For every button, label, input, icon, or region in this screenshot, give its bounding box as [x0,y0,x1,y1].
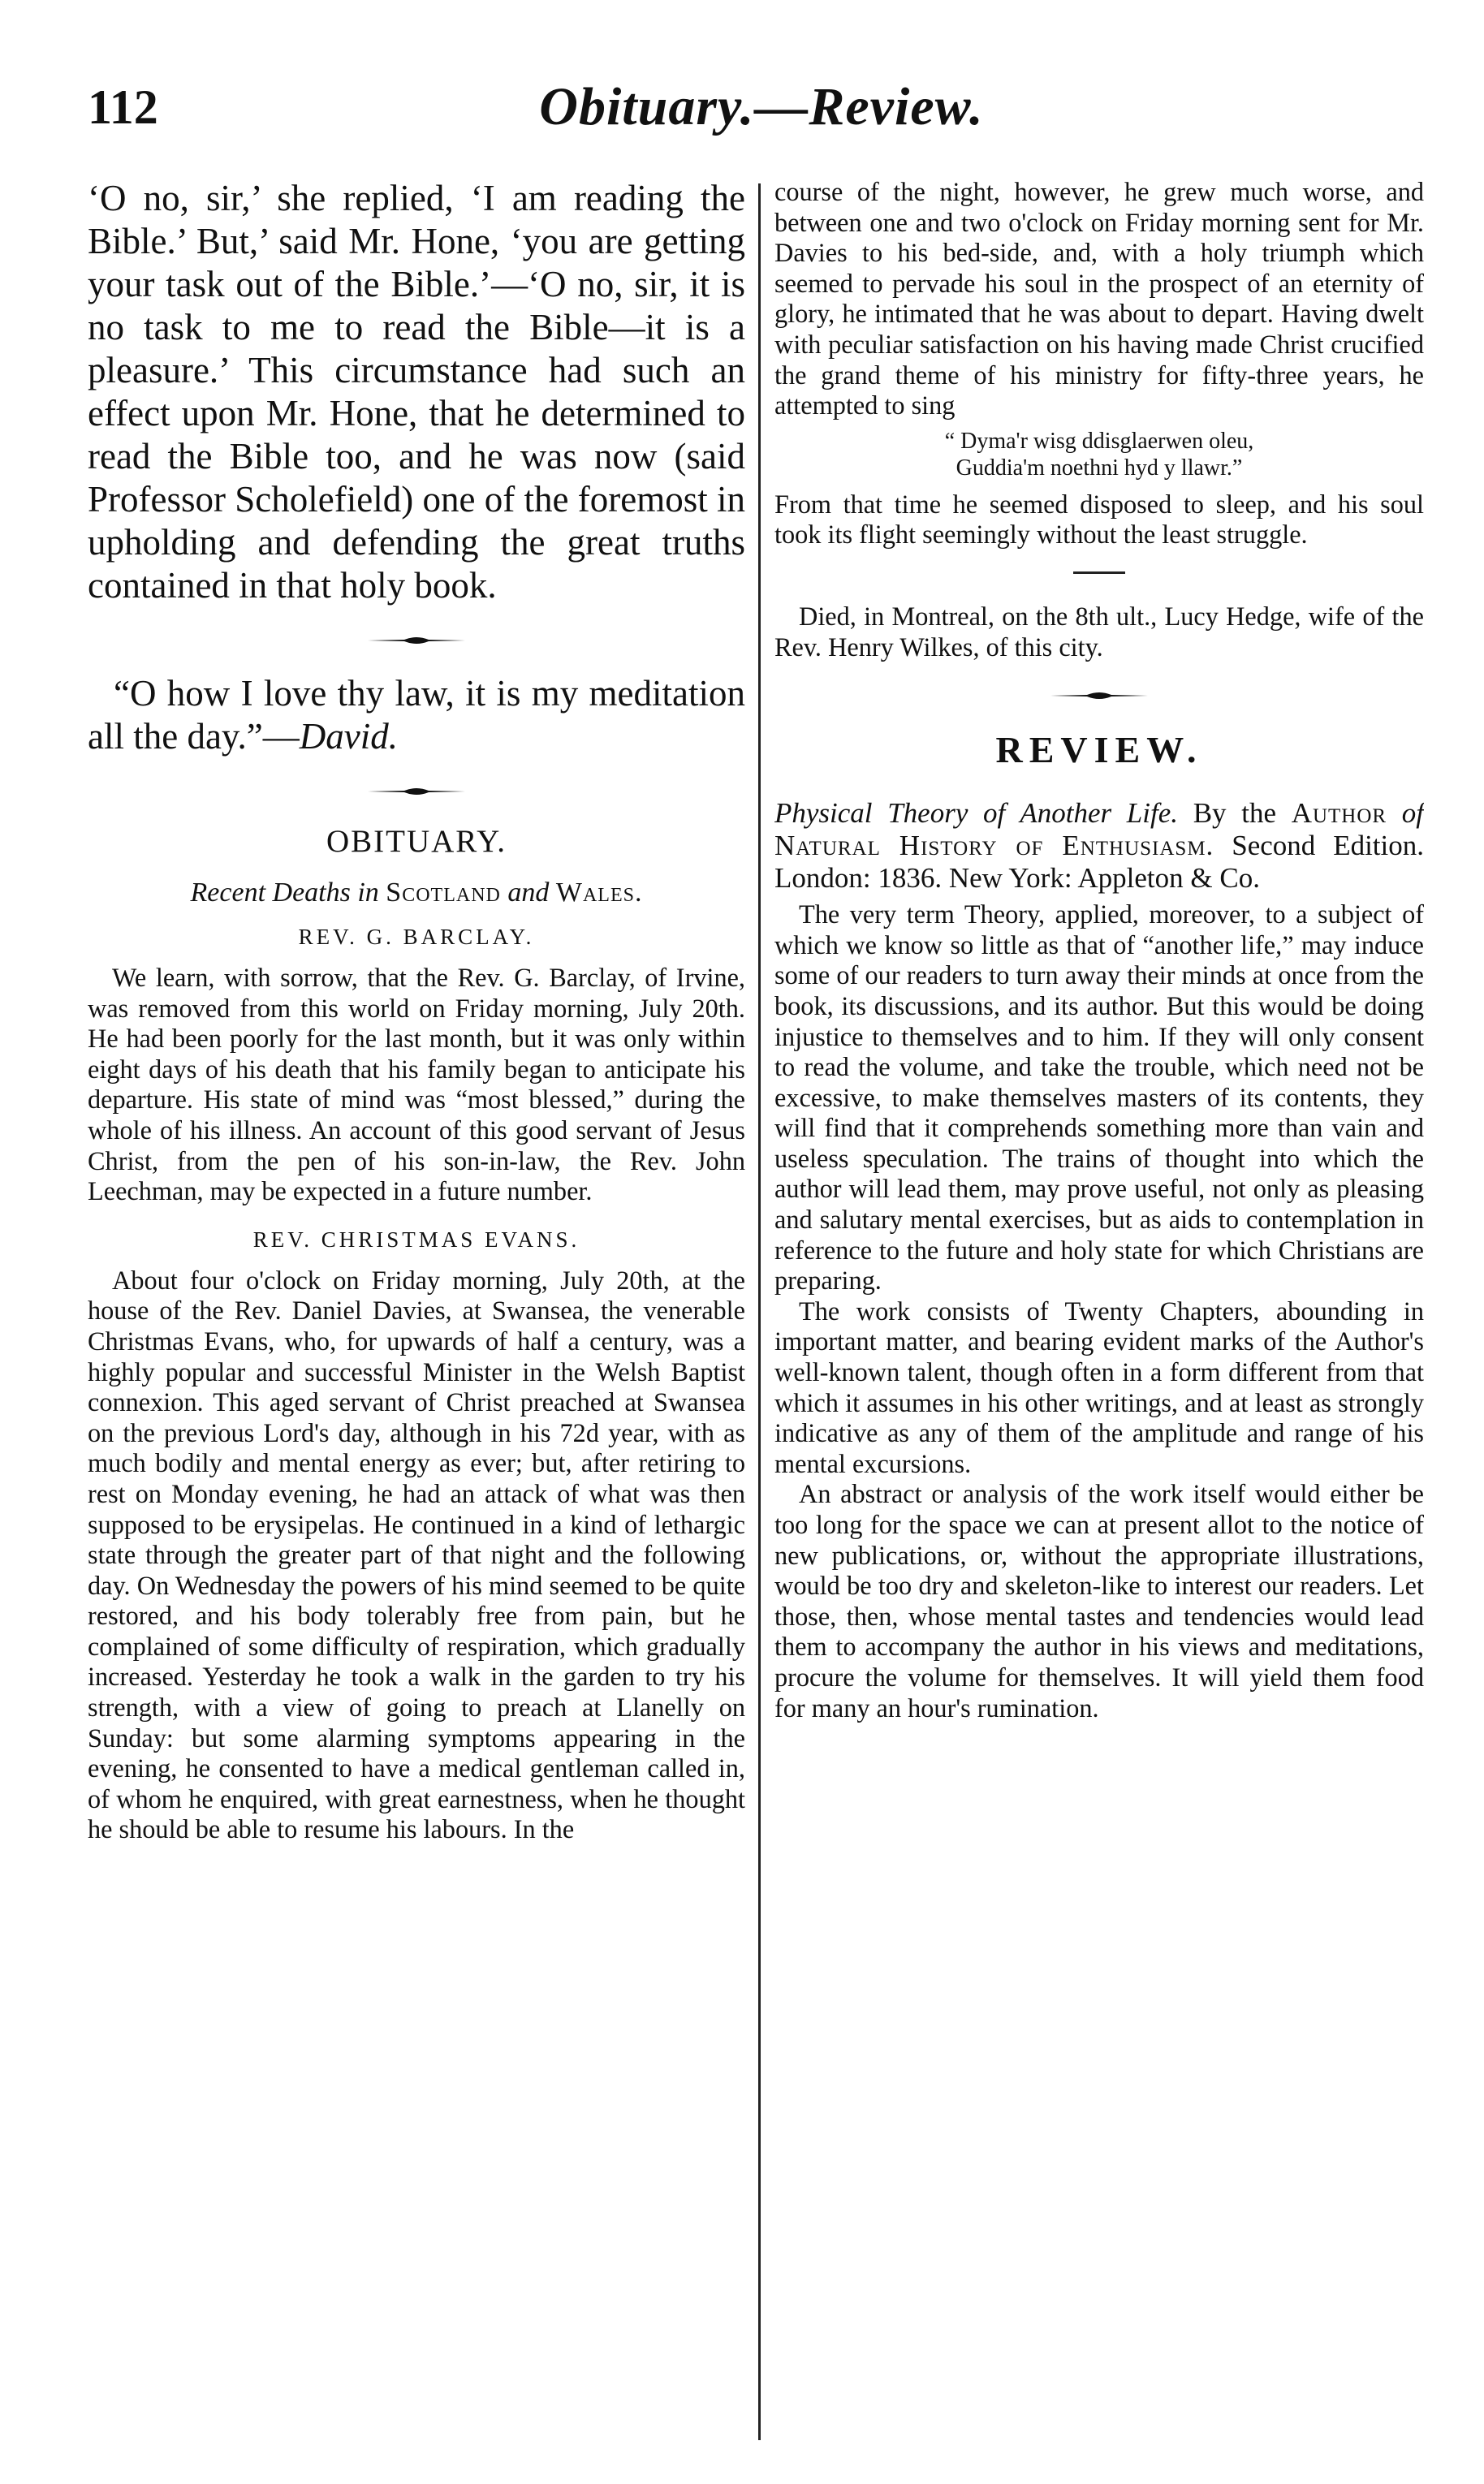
review-title: REVIEW. [995,729,1203,771]
scripture-quote [88,672,745,758]
subhead-scotland: Scotland [386,878,501,908]
subhead-italic-2: and [507,878,550,908]
welsh-line-2: Guddia'm noethni hyd y llawr.” [956,455,1243,481]
ornamental-dash [1050,690,1148,701]
obituary-subhead [88,875,745,911]
welsh-hymn [774,428,1424,481]
review-paragraph-1: The very term Theory, applied, moreover, to a subject of which we know so little as that of “another life,” may induce some of our readers to turn away their minds at once from the book, its discussions, and its author. But this would be doing injustice to themselves and to him. If they will only consent to read the volume, and take the trouble, which need not be excessive, to make themselves masters of its contents, they will find that it comprehends something more than vain and useless speculation. The trains of thought into which the author will lead them, may prove useful, not only as pleasing and salutary mental exercises, but as aids to contemplation in reference to the future and holy state for which Christians are preparing. [774,899,1424,1296]
barclay-heading: REV. G. BARCLAY. [298,925,535,949]
obituary-title: OBITUARY. [326,824,507,859]
quote-attribution: David. [299,716,398,757]
book-by: By the [1193,797,1276,830]
book-citation [774,797,1424,895]
subhead-italic-1: Recent Deaths in [190,878,379,908]
book-edition: Second Edition. London: 1836. New York: Appleton & Co. [774,830,1424,895]
anecdote-paragraph: ‘O no, sir,’ she replied, ‘I am reading the Bible.’ But,’ said Mr. Hone, ‘you are getting your task out of the Bible.’—‘O no, sir, it is no task to me to read the Bible—it is a pleasure.’ This circumstance had such an effect upon Mr. Hone, that he determined to read the Bible too, and he was now (said Professor Scholefield) one of the foremost in upholding and defending the great truths contained in that holy book. [88,178,745,606]
book-of: of [1401,797,1424,830]
subhead-wales: Wales. [555,878,643,908]
left-column [88,177,745,2442]
barclay-paragraph: We learn, with sorrow, that the Rev. G. Barclay, of Irvine, was removed from this world on Friday morning, July 20th. He had been poorly for the last month, but it was only within eight days of his death that his family began to anticipate his departure. His state of mind was “most blessed,” during the whole of his illness. An account of this good servant of Jesus Christ, from the pen of his son-in-law, the Rev. John Leechman, may be expected in a future number. [88,963,745,1206]
page-number: 112 [88,80,158,134]
review-paragraph-2: The work consists of Twenty Chapters, abounding in important matter, and bearing evident marks of the Author's well-known talent, though often in a form different from that which it assumes in his other writings, and at least as strongly indicative as any of them of the amplitude and range of his mental excursions. [774,1296,1424,1478]
evans-paragraph: About four o'clock on Friday morning, July 20th, at the house of the Rev. Daniel Davies, at Swansea, the venerable Christmas Evans, who, for upwards of half a century, was a highly popular and successful Minister in the Welsh Baptist connexion. This aged servant of Christ preached at Swansea on the previous Lord's day, although in his 72d year, with as much bodily and mental energy as ever; but, after retiring to rest on Monday evening, he had an attack of what was then supposed to be erysipelas. He continued in a kind of lethargic state through the greater part of that night and the following day. On Wednesday the powers of his mind seemed to be quite restored, and his body tolerably free from pain, but he complained of some difficulty of respiration, which gradually increased. Yesterday he took a walk in the garden to try his strength, with a view of going to preach at Llanelly on Sunday: but some alarming symptoms appearing in the evening, he consented to have a medical gentleman called in, of whom he enquired, with great earnestness, when he thought he should be able to resume his labours. In the [88,1265,745,1844]
right-column [774,177,1424,2442]
short-rule [1073,571,1125,574]
book-title: Physical Theory of Another Life. [774,797,1178,830]
running-head: Obituary.—Review. [539,77,984,136]
page-header [88,75,1435,148]
wilkes-notice: Died, in Montreal, on the 8th ult., Lucy Hedge, wife of the Rev. Henry Wilkes, of this city. [774,601,1424,662]
ornamental-dash [368,635,465,646]
book-author-2: Natural History of Enthusiasm. [774,830,1214,862]
welsh-line-1: “ Dyma'r wisg ddisglaerwen oleu, [944,428,1254,454]
column-divider [758,183,761,2440]
ornamental-dash [368,786,465,797]
evans-heading: REV. CHRISTMAS EVANS. [252,1227,580,1252]
quote-text: “O how I love thy law, it is my meditation all the day.”— [88,673,745,757]
evans-end-paragraph: From that time he seemed disposed to sleep, and his soul took its flight seemingly without the least struggle. [774,489,1424,550]
evans-continued-paragraph: course of the night, however, he grew much worse, and between one and two o'clock on Friday morning sent for Mr. Davies to his bed-side, and, with a holy triumph which seemed to pervade his soul in the prospect of an eternity of glory, he intimated that he was about to depart. Having dwelt with peculiar satisfaction on his having made Christ crucified the grand theme of his ministry for fifty-three years, he attempted to sing [774,177,1424,420]
book-author-1: Author [1291,797,1387,830]
review-paragraph-3: An abstract or analysis of the work itself would either be too long for the space we can at present allot to the notice of new publications, or, without the appropriate illustrations, would be too dry and skeleton-like to interest our readers. Let those, then, whose mental tastes and tendencies would lead them to accompany the author in his views and meditations, procure the volume for themselves. It will yield them food for many an hour's rumination. [774,1479,1424,1723]
